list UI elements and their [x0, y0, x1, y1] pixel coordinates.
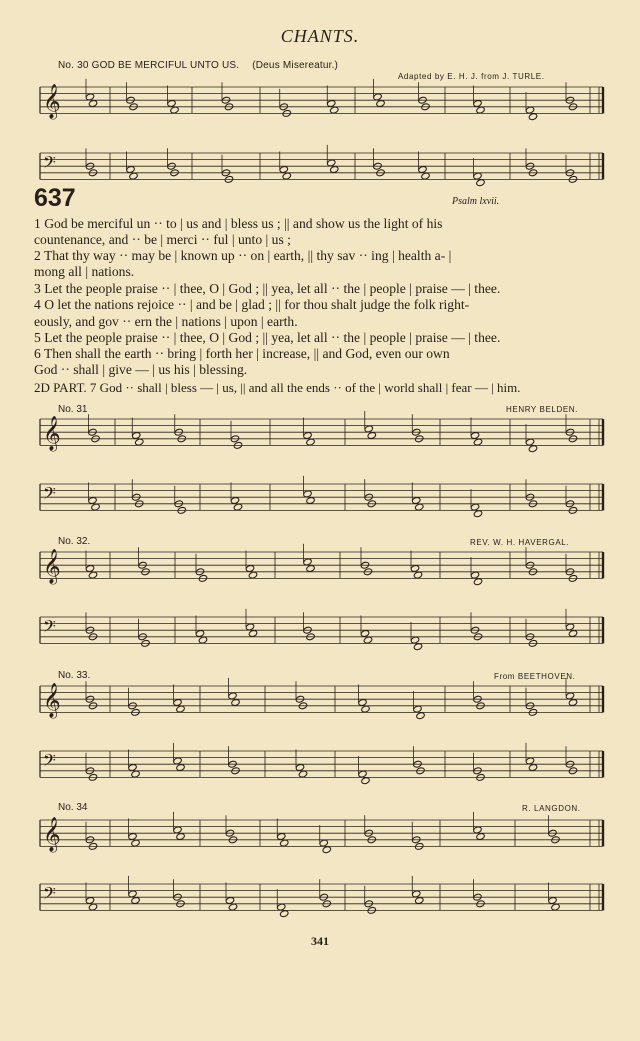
note-head [85, 93, 94, 101]
verse-line: 4 O let the nations rejoice ·· | and be | glad ; || for thou shalt judge the folk right- [34, 297, 470, 312]
note-head [473, 100, 482, 108]
note-head [233, 503, 242, 511]
bass-clef-icon: 𝄢 [43, 883, 56, 907]
bass-clef-icon: 𝄢 [43, 616, 56, 640]
note-head [248, 571, 257, 579]
note-head [303, 490, 312, 498]
chant-30-subtitle: (Deus Misereatur.) [252, 60, 339, 71]
note-head [415, 897, 424, 905]
note-head [173, 699, 182, 707]
verse-line: 6 Then shall the earth ·· bring | forth her | increase, || and God, even our own [34, 346, 450, 361]
note-head [176, 764, 185, 772]
page-header: CHANTS. [280, 26, 360, 46]
verse-line: 2D PART. 7 God ·· shall | bless — | us, || and all the ends ·· of the | world shall | fear — | him. [34, 380, 521, 395]
chant-number: No. 31 [58, 404, 88, 415]
note-head [88, 100, 97, 108]
note-head [361, 777, 370, 785]
note-head [85, 565, 94, 573]
note-head [413, 571, 422, 579]
note-head [410, 565, 419, 573]
note-head [476, 833, 485, 841]
note-head [126, 166, 135, 174]
treble-clef-icon: 𝄞 [43, 549, 61, 584]
verse-line: mong all | nations. [34, 264, 135, 279]
note-head [91, 503, 100, 511]
chant-composer: REV. W. H. HAVERGAL. [470, 538, 570, 547]
note-head [88, 903, 97, 911]
chant-composer: R. LANGDON. [522, 804, 581, 813]
verse-line: 1 God be merciful un ·· to | us and | bless us ; || and show us the light of his [34, 216, 443, 231]
chant-composer: HENRY BELDEN. [506, 405, 578, 414]
note-head [528, 445, 537, 453]
bass-clef-icon: 𝄢 [43, 152, 56, 176]
note-head [245, 623, 254, 631]
note-head [132, 432, 141, 440]
note-head [195, 630, 204, 638]
note-head [473, 172, 482, 180]
note-head [306, 438, 315, 446]
note-head [298, 770, 307, 778]
note-head [176, 705, 185, 713]
bass-clef-icon: 𝄢 [43, 750, 56, 774]
note-head [360, 630, 369, 638]
note-head [528, 764, 537, 772]
note-head [376, 100, 385, 108]
note-head [470, 432, 479, 440]
verse-line: God ·· shall | give — | us his | blessing. [34, 362, 248, 377]
chant-30-title: No. 30 GOD BE MERCIFUL UNTO US. [58, 60, 240, 71]
note-head [248, 630, 257, 638]
note-head [565, 692, 574, 700]
note-head [131, 770, 140, 778]
note-head [303, 432, 312, 440]
note-head [279, 166, 288, 174]
note-head [245, 565, 254, 573]
note-head [303, 558, 312, 566]
note-head [470, 571, 479, 579]
note-head [410, 636, 419, 644]
note-head [88, 571, 97, 579]
note-head [565, 623, 574, 631]
note-head [413, 643, 422, 651]
note-head [330, 166, 339, 174]
note-head [373, 93, 382, 101]
note-head [280, 839, 289, 847]
note-head [128, 764, 137, 772]
note-head [568, 630, 577, 638]
note-head [473, 826, 482, 834]
note-head [306, 565, 315, 573]
chant-number: No. 32. [58, 536, 91, 547]
note-head [173, 757, 182, 765]
note-head [413, 705, 422, 713]
treble-clef-icon: 𝄞 [43, 84, 61, 119]
hymn-number: 637 [34, 184, 76, 212]
treble-clef-icon: 𝄞 [43, 683, 61, 718]
note-head [173, 826, 182, 834]
note-head [364, 425, 373, 433]
note-head [421, 172, 430, 180]
note-head [277, 833, 286, 841]
note-head [225, 897, 234, 905]
note-head [473, 578, 482, 586]
note-head [473, 510, 482, 518]
note-head [548, 897, 557, 905]
note-head [277, 903, 286, 911]
verse-line: eously, and gov ·· ern the | nations | upon | earth. [34, 314, 298, 329]
note-head [131, 839, 140, 847]
note-head [198, 636, 207, 644]
verse-line: 2 That thy way ·· may be | known up ·· on | earth, || thy sav ·· ing | health a- | [34, 248, 452, 263]
note-head [167, 100, 176, 108]
note-head [528, 113, 537, 121]
note-head [358, 770, 367, 778]
note-head [415, 503, 424, 511]
note-head [412, 497, 421, 505]
note-head [358, 699, 367, 707]
note-head [170, 106, 179, 114]
verse-line: countenance, and ·· be | merci ·· ful | unto | us ; [34, 232, 291, 247]
note-head [525, 106, 534, 114]
chant-number: No. 33. [58, 670, 91, 681]
note-head [319, 839, 328, 847]
note-head [327, 100, 336, 108]
note-head [568, 699, 577, 707]
chant-number: No. 34 [58, 802, 88, 813]
chant-30-credit: Adapted by E. H. J. from J. TURLE. [398, 72, 545, 81]
note-head [230, 497, 239, 505]
note-head [418, 166, 427, 174]
verse-line: 5 Let the people praise ·· | thee, O | God ; || yea, let all ·· the | people | praise — | thee. [34, 330, 501, 345]
page-number: 341 [311, 934, 329, 948]
note-head [363, 636, 372, 644]
note-head [327, 159, 336, 167]
note-head [525, 438, 534, 446]
bass-clef-icon: 𝄢 [43, 483, 56, 507]
note-head [525, 757, 534, 765]
psalm-reference: Psalm lxvii. [452, 196, 500, 207]
note-head [231, 699, 240, 707]
note-head [412, 890, 421, 898]
note-head [282, 172, 291, 180]
treble-clef-icon: 𝄞 [43, 416, 61, 451]
note-head [228, 692, 237, 700]
note-head [476, 106, 485, 114]
note-head [470, 503, 479, 511]
note-head [330, 106, 339, 114]
note-head [295, 764, 304, 772]
note-head [135, 438, 144, 446]
note-head [128, 833, 137, 841]
chant-composer: From BEETHOVEN. [494, 672, 576, 681]
note-head [322, 846, 331, 854]
note-head [416, 712, 425, 720]
note-head [367, 432, 376, 440]
note-head [131, 897, 140, 905]
treble-clef-icon: 𝄞 [43, 817, 61, 852]
note-head [129, 172, 138, 180]
note-head [551, 903, 560, 911]
note-head [476, 179, 485, 187]
note-head [280, 910, 289, 918]
note-head [361, 705, 370, 713]
note-head [88, 497, 97, 505]
note-head [85, 897, 94, 905]
note-head [128, 890, 137, 898]
note-head [228, 903, 237, 911]
note-head [306, 497, 315, 505]
note-head [473, 438, 482, 446]
verse-line: 3 Let the people praise ·· | thee, O | God ; || yea, let all ·· the | people | praise — | thee. [34, 281, 501, 296]
note-head [176, 833, 185, 841]
